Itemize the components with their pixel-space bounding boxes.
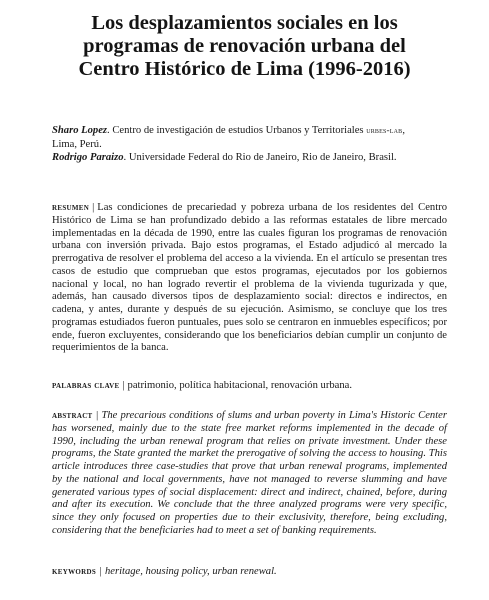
- author-name: Sharo Lopez: [52, 125, 108, 136]
- author-affiliations: [52, 124, 447, 165]
- section-separator: |: [95, 410, 99, 421]
- author-name: Rodrigo Paraizo: [52, 152, 124, 164]
- title-line: Los desplazamientos sociales en los: [91, 12, 398, 34]
- section-separator: |: [122, 380, 125, 391]
- author-affiliation: . Universidade Federal do Rio de Janeiro, Rio de Janeiro, Brasil.: [123, 152, 397, 164]
- author-entry: [52, 124, 447, 138]
- abstract-text: The precarious conditions of slums and urban poverty in Lima's Historic Center has worsened, mainly due to the state free market reforms implemented in the decade of 1990, including the urban renewal program that relies on private investment. Under these programs, the State granted the market the prerogative of solving the access to housing. This article introduces three case-studies that prove that urban renewal programs, implemented by the national and local governments, have not managed to reverse slumming and have generated various types of social displacement: direct and indirect, chained, before, during and after its execution. We conclude that the three analyzed programs were very specific, since they only focused on properties due to their exclusivity, therefore, being excluding, considering that the beneficiaries had to meet a set of banking requirements.: [52, 410, 447, 536]
- title-line: programas de renovación urbana del: [83, 35, 406, 57]
- palabras-clave-label: palabras clave: [52, 380, 120, 391]
- author-affiliation: . Centro de investigación de estudios Urbanos y Territoriales: [107, 125, 367, 136]
- keywords-text: heritage, housing policy, urban renewal.: [104, 566, 277, 577]
- resumen-label: resumen: [52, 202, 90, 213]
- author-affiliation-punct: ,: [402, 125, 406, 136]
- title-line: Centro Histórico de Lima (1996-2016): [78, 58, 411, 80]
- affiliation-acronym: urbes-lab: [366, 125, 403, 135]
- keywords-label: keywords: [52, 566, 97, 577]
- palabras-clave-section: [52, 380, 447, 393]
- author-affiliation-location: Lima, Perú.: [52, 138, 102, 150]
- resumen-section: [52, 202, 447, 355]
- abstract-section: [52, 410, 447, 538]
- keywords-section: [52, 566, 447, 579]
- section-separator: |: [99, 566, 102, 577]
- article-title: [40, 12, 449, 81]
- abstract-label: abstract: [52, 410, 93, 421]
- section-separator: |: [92, 202, 95, 213]
- author-entry: [52, 151, 447, 165]
- palabras-clave-text: patrimonio, política habitacional, renovación urbana.: [127, 380, 352, 391]
- resumen-text: Las condiciones de precariedad y pobreza urbana de los residentes del Centro Histórico de Lima se han profundizado debido a las reformas estatales de libre mercado implementadas en la década de 1990, entre las cuales figuran los programas de renovación urbana con inversión privada. Bajo estos programas, el Estado adjudicó al mercado la prerrogativa de resolver el problema del acceso a la vivienda. En el artículo se presentan tres casos de estudio que comprueban que estos programas, ejecutados por los gobiernos nacional y local, no han logrado revertir el problema de la vivienda tugurizada y que, además, han causado diversos tipos de desplazamiento social: directos e indirectos, en cadena, y antes, durante y después de su ejecución. Asimismo, se concluye que los tres programas estudiados fueron puntuales, pues solo se centraron en inmuebles específicos; por ende, fueron excluyentes, considerando que los beneficiarios debían cumplir un conjunto de requerimientos de la banca.: [52, 202, 447, 354]
